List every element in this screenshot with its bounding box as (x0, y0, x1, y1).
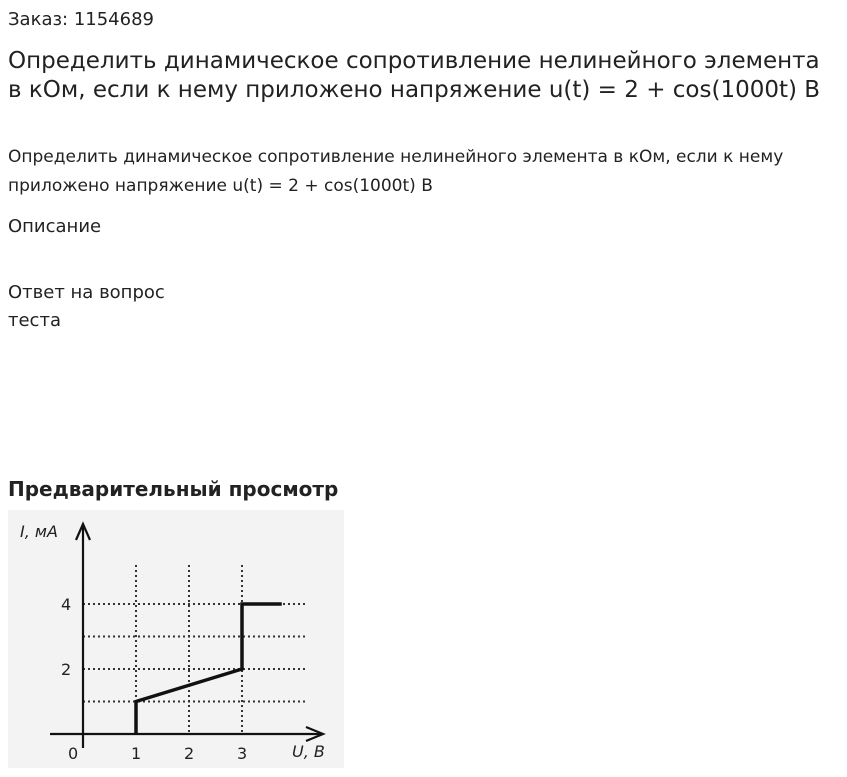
x-tick-label: 2 (184, 744, 195, 763)
iv-characteristic-chart (8, 510, 344, 768)
description-label: Описание (8, 216, 102, 237)
answer-label: Ответ на вопрос теста (8, 282, 165, 331)
preview-figure (8, 510, 344, 768)
page-title: Определить динамическое сопротивление нелинейного элемента в кОм, если к нему приложено напряжение u(t) = 2 + cos(1000t) В (8, 48, 821, 103)
origin-label: 0 (68, 744, 79, 763)
y-tick-label: 2 (61, 660, 72, 679)
x-tick-label: 1 (131, 744, 142, 763)
order-number: Заказ: 1154689 (8, 9, 154, 30)
x-tick-label: 3 (237, 744, 248, 763)
preview-heading: Предварительный просмотр (8, 477, 339, 501)
question-text: Определить динамическое сопротивление нелинейного элемента в кОм, если к нему приложено напряжение u(t) = 2 + cos(1000t) В (8, 147, 784, 196)
y-tick-label: 4 (61, 595, 72, 614)
y-axis-label: I, мА (20, 522, 58, 541)
x-axis-label: U, В (292, 742, 325, 761)
